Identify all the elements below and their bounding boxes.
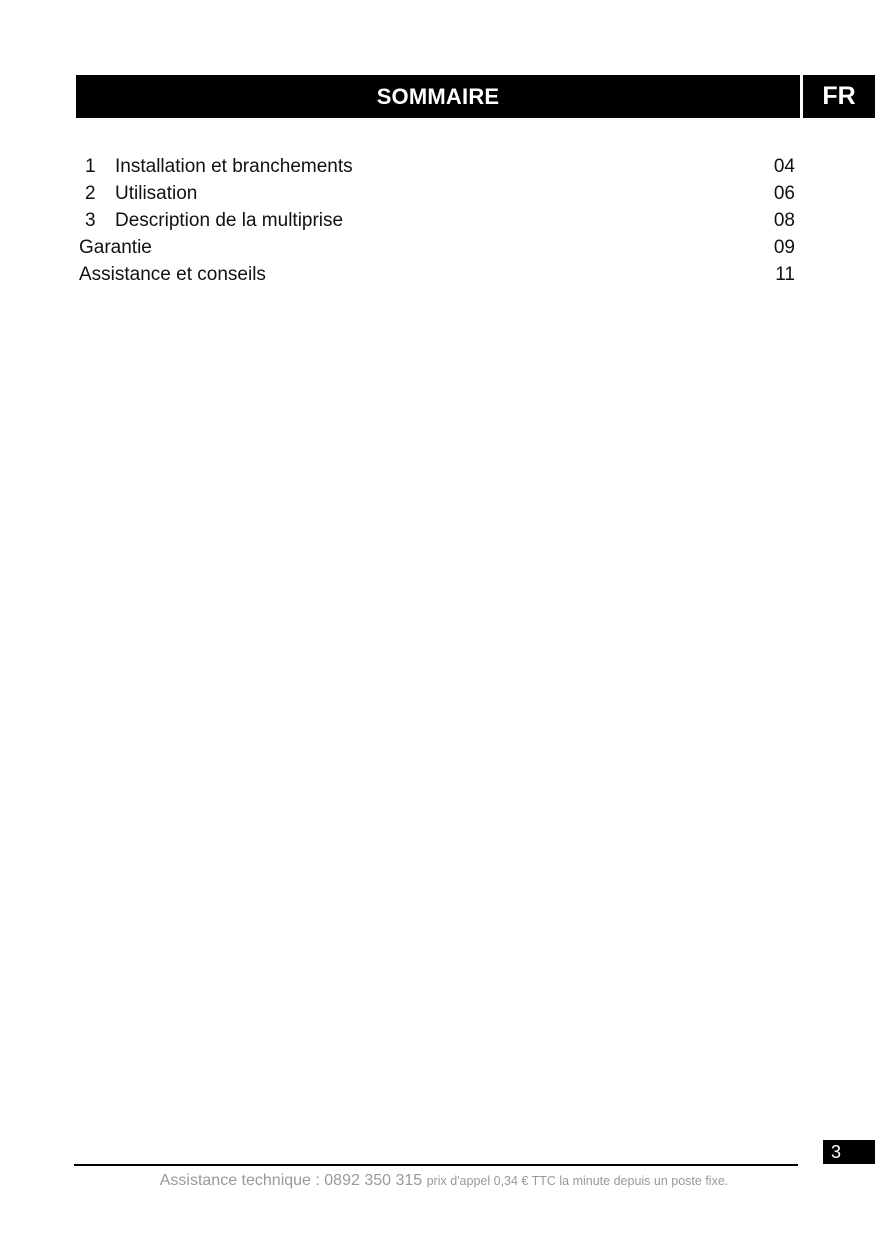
toc-entry-label: Garantie [79,237,152,258]
language-label: FR [822,82,856,110]
language-tab [803,75,875,118]
toc-entry-number: 1 [85,156,96,177]
page-number: 3 [823,1140,875,1164]
toc-entry-label: Utilisation [115,183,198,204]
toc-entry-number: 3 [85,210,96,231]
toc-entry-number: 2 [85,183,96,204]
toc-entry-page: 11 [775,264,795,285]
toc-entry-label: Installation et branchements [115,156,353,177]
footer-pricing-note: prix d'appel 0,34 € TTC la minute depuis un poste fixe. [426,1174,729,1188]
toc-entry-utilisation [79,180,797,207]
page-title [76,75,800,118]
toc-entry-page: 08 [773,210,795,231]
toc-entry-assistance [79,261,797,288]
page-title-text: SOMMAIRE [376,83,500,109]
toc-entry-page: 04 [773,156,795,177]
footer-assistance-phone: Assistance technique : 0892 350 315 [159,1172,423,1189]
toc-entry-description [79,207,797,234]
toc-entry-label: Assistance et conseils [79,264,266,285]
toc-entry-page: 09 [773,237,795,258]
footer-divider [74,1164,798,1166]
toc-entry-label: Description de la multiprise [115,210,344,231]
footer-assistance [74,1172,814,1190]
toc-entry-garantie [79,234,797,261]
table-of-contents [79,153,797,288]
toc-entry-page: 06 [773,183,795,204]
toc-entry-installation [79,153,797,180]
